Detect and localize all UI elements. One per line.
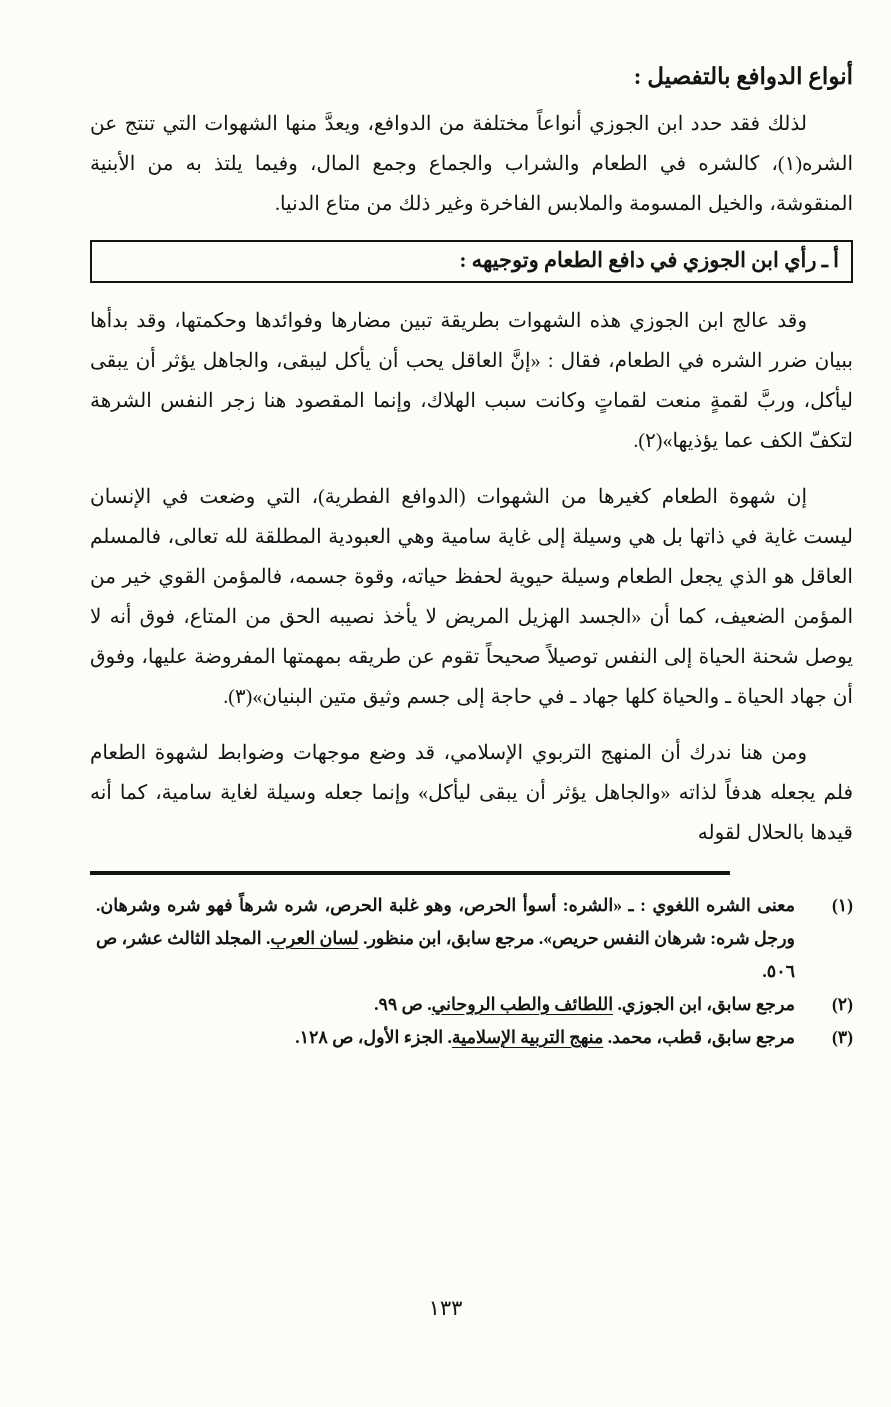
footnote-1 [90,889,853,988]
footnote-2-text [90,988,795,1021]
footnote-3-text-after: . الجزء الأول، ص ١٢٨. [295,1027,452,1047]
footnote-1-book-title: لسان العرب [270,928,359,948]
footnote-1-number: (١) [831,895,853,915]
footnote-3-book-title: منهج التربية الإسلامية [451,1027,604,1047]
footnote-3-number: (٣) [831,1027,853,1047]
footnote-1-text [90,889,795,988]
footnote-3-text-before: مرجع سابق، قطب، محمد. [603,1027,795,1047]
footnote-2-book-title: اللطائف والطب الروحاني [431,994,614,1014]
footnote-2 [90,988,853,1021]
footnote-2-number: (٢) [831,994,853,1014]
footnote-1-text-before: معنى الشره اللغوي : ـ «الشره: أسوأ الحرص، وهو غلبة الحرص، شره شرهاً فهو شره وشرهان. ورجل شره: شرهان النفس حريص». مرجع سابق، ابن منظور. [96,895,795,948]
paragraph-1: لذلك فقد حدد ابن الجوزي أنواعاً مختلفة من الدوافع، ويعدَّ منها الشهوات التي تنتج عن الشره(١)، كالشره في الطعام والشراب والجماع وجمع المال، وفيما يلتذ به من الأبنية المنقوشة، والخيل المسومة والملابس الفاخرة وغير ذلك من متاع الدنيا. [90,113,853,215]
footnotes-section [90,889,853,1054]
footnote-2-text-after: . ص ٩٩. [374,994,432,1014]
footnote-separator-rule [90,871,730,875]
footnote-1-text-after: . المجلد الثالث عشر، ص ٥٠٦. [96,928,795,981]
paragraph-2: وقد عالج ابن الجوزي هذه الشهوات بطريقة تبين مضارها وفوائدها وحكمتها، وقد بدأها ببيان ضرر الشره في الطعام، فقال : «إنَّ العاقل يحب أن يأكل ليبقى، والجاهل يؤثر أن يبقى ليأكل، وربَّ لقمةٍ منعت لقماتٍ وكانت سبب الهلاك، وإنما المقصود هنا زجر النفس الشرهة لتكفّ الكف عما يؤذيها»(٢). [90,310,853,452]
footnote-2-text-before: مرجع سابق، ابن الجوزي. [613,994,795,1014]
footnote-3 [90,1021,853,1054]
page-number: ١٣٣ [428,1296,463,1320]
page-main-heading: أنواع الدوافع بالتفصيل : [633,64,853,89]
paragraph-4: ومن هنا ندرك أن المنهج التربوي الإسلامي، قد وضع موجهات وضوابط لشهوة الطعام فلم يجعله هدفاً لذاته «والجاهل يؤثر أن يبقى ليأكل» وإنما جعله وسيلة لغاية سامية، كما أنه قيدها بالحلال لقوله [90,742,854,844]
paragraph-3: إن شهوة الطعام كغيرها من الشهوات (الدوافع الفطرية)، التي وضعت في الإنسان ليست غاية في ذاتها بل هي وسيلة إلى غاية سامية وهي العبودية المطلقة لله تعالى، فالمسلم العاقل هو الذي يجعل الطعام وسيلة حيوية لحفظ حياته، وقوة جسمه، فالمؤمن القوي خير من المؤمن الضعيف، كما أن «الجسد الهزيل المريض لا يأخذ نصيبه الحق من المتاع، فوق أنه لا يوصل شحنة الحياة إلى النفس توصيلاً صحيحاً تقوم عن طريقه بمهمتها المفروضة عليها، وفوق أن جهاد الحياة ـ والحياة كلها جهاد ـ في حاجة إلى جسم وثيق متين البنيان»(٣). [90,486,853,708]
boxed-subsection-heading: أ ـ رأي ابن الجوزي في دافع الطعام وتوجيهه : [90,240,853,283]
footnote-3-text [90,1021,795,1054]
